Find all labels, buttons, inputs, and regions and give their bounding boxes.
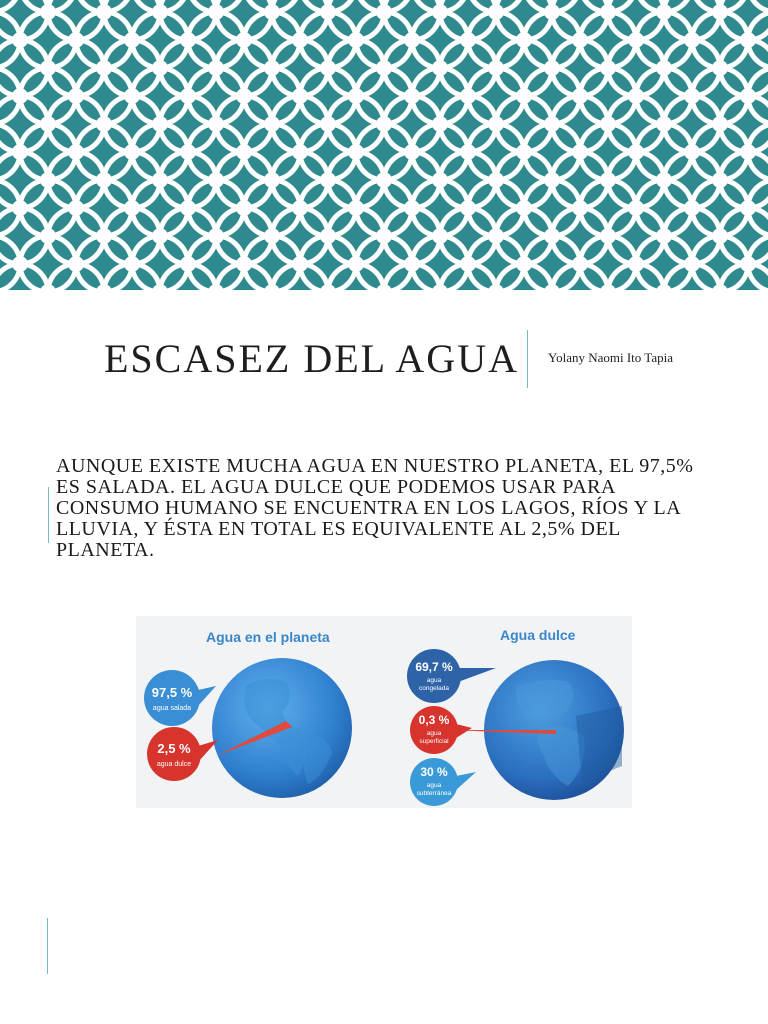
water-infographic <box>136 616 632 808</box>
underground-value: 30 % <box>420 765 448 779</box>
circle-lattice-pattern <box>0 0 768 290</box>
frozen-label-1: agua <box>426 677 442 684</box>
left-bubble-fresh <box>147 727 218 781</box>
salty-label: agua salada <box>152 705 192 712</box>
surface-value: 0,3 % <box>418 713 450 727</box>
right-bubble-surface <box>410 706 472 754</box>
surface-label-2: superficial <box>419 738 449 745</box>
right-globe <box>446 660 624 800</box>
bottom-accent-line <box>47 918 48 974</box>
fresh-value: 2,5 % <box>157 741 191 756</box>
left-bubble-salty <box>144 670 216 726</box>
right-heading: Agua dulce <box>500 627 576 643</box>
frozen-value: 69,7 % <box>415 660 453 674</box>
slide-author: Yolany Naomi Ito Tapia <box>548 350 673 365</box>
decorative-banner <box>0 0 768 290</box>
underground-label-2: subterránea <box>416 790 452 797</box>
right-bubble-frozen <box>407 649 496 703</box>
right-bubble-underground <box>410 758 476 806</box>
frozen-label-2: congelada <box>419 685 449 692</box>
salty-value: 97,5 % <box>151 685 193 700</box>
infographic-svg <box>136 616 632 808</box>
title-divider <box>527 330 528 388</box>
body-paragraph: AUNQUE EXISTE MUCHA AGUA EN NUESTRO PLANETA, EL 97,5% ES SALADA. EL AGUA DULCE QUE PODEMOS USAR PARA CONSUMO HUMANO SE ENCUENTRA EN LOS LAGOS, RÍOS Y LA LLUVIA, Y ÉSTA EN TOTAL ES EQUIVALENTE AL 2,5% DEL PLANETA. <box>56 455 694 561</box>
slide-title: ESCASEZ DEL AGUA <box>104 336 519 381</box>
fresh-label: agua dulce <box>156 761 192 768</box>
left-globe <box>212 658 352 798</box>
surface-label-1: agua <box>426 730 442 737</box>
body-accent-line <box>48 487 49 543</box>
underground-label-1: agua <box>426 782 442 789</box>
left-heading: Agua en el planeta <box>206 629 330 645</box>
